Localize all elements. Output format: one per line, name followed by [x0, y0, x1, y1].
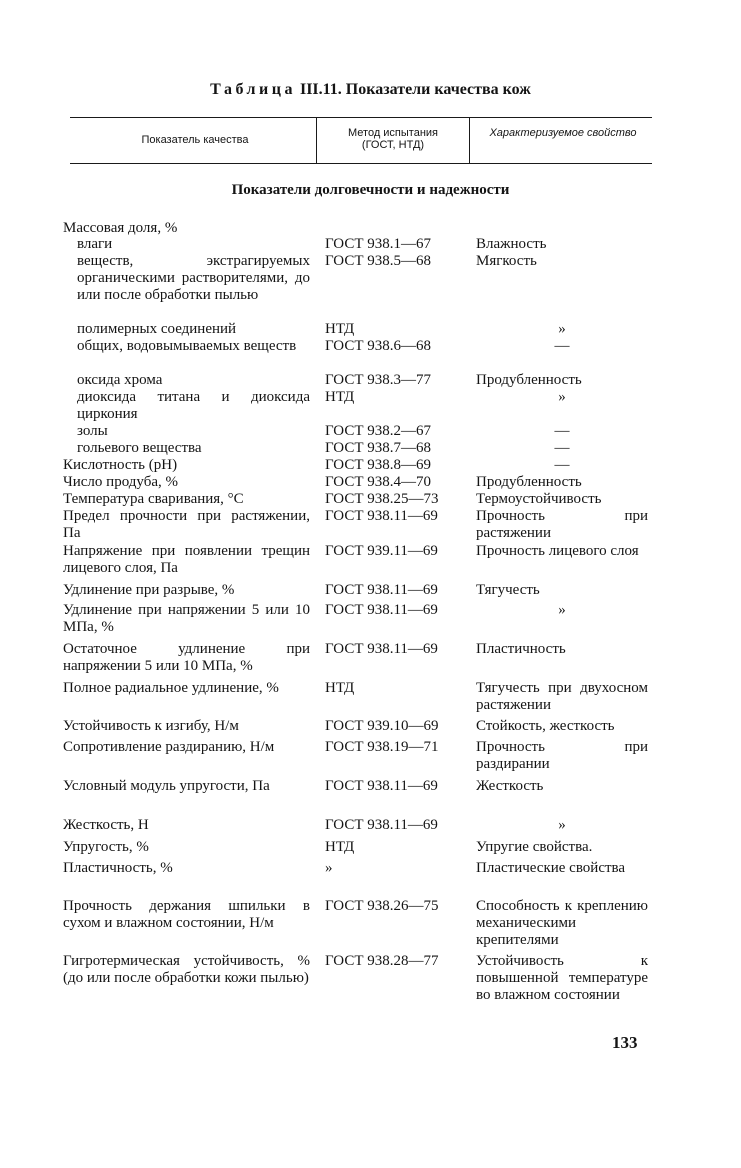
indicator-cell: общих, водовымываемых веществ	[77, 338, 297, 354]
method-cell: ГОСТ 938.11—69	[325, 602, 438, 618]
indicator-cell: Условный модуль упругости, Па	[63, 778, 270, 794]
method-cell: ГОСТ 939.11—69	[325, 543, 438, 559]
indicator-cell: Массовая доля, %	[63, 220, 178, 236]
page-number: 133	[612, 1033, 638, 1052]
property-cell: Мягкость	[476, 253, 537, 269]
property-cell: Стойкость, жесткость	[476, 718, 615, 734]
property-cell: Пластические свойства	[476, 860, 626, 876]
indicator-cell: влаги	[77, 236, 113, 252]
property-cell: Прочность при раздирании	[476, 739, 648, 772]
indicator-cell: Устойчивость к изгибу, Н/м	[63, 718, 239, 734]
indicator-cell: Пластичность, %	[63, 860, 173, 876]
property-cell: »	[558, 817, 566, 833]
method-cell: ГОСТ 938.11—69	[325, 778, 438, 794]
method-cell: ГОСТ 938.25—73	[325, 491, 439, 507]
method-cell: НТД	[325, 321, 355, 337]
method-cell: НТД	[325, 680, 355, 696]
property-cell: —	[554, 457, 570, 473]
indicator-cell: Сопротивление раздиранию, Н/м	[63, 739, 275, 755]
indicator-cell: Полное радиальное удлинение, %	[63, 680, 279, 696]
method-cell: ГОСТ 938.11—69	[325, 641, 438, 657]
property-cell: —	[554, 423, 570, 439]
method-cell: ГОСТ 938.11—69	[325, 817, 438, 833]
indicator-cell: Число продуба, %	[63, 474, 178, 490]
property-cell: Прочность при растяжении	[476, 508, 648, 541]
method-cell: ГОСТ 938.8—69	[325, 457, 431, 473]
method-cell: ГОСТ 938.3—77	[325, 372, 431, 388]
indicator-cell: Остаточное удлинение при напряжении 5 или 10 МПа, %	[63, 641, 310, 674]
property-cell: Влажность	[476, 236, 547, 252]
caption-title: Показатели качества кож	[345, 81, 531, 98]
method-cell: ГОСТ 938.2—67	[325, 423, 431, 439]
method-cell: ГОСТ 938.28—77	[325, 953, 439, 969]
caption-number: III.11.	[299, 81, 342, 98]
method-cell: ГОСТ 938.4—70	[325, 474, 431, 490]
indicator-cell: диоксида титана и диоксида циркония	[77, 389, 310, 422]
property-cell: »	[558, 602, 566, 618]
indicator-cell: гольевого вещества	[77, 440, 202, 456]
method-cell: ГОСТ 939.10—69	[325, 718, 439, 734]
method-cell: НТД	[325, 389, 355, 405]
property-cell: —	[554, 440, 570, 456]
property-cell: Тягучесть при двухосном растяжении	[476, 680, 648, 713]
property-cell: »	[558, 321, 566, 337]
property-cell: Способность к креплению механическими крепителями	[476, 898, 648, 948]
method-cell: ГОСТ 938.1—67	[325, 236, 431, 252]
header-indicator: Показатель качества	[141, 134, 249, 146]
property-cell: »	[558, 389, 566, 405]
caption-label: Таблица	[210, 81, 296, 98]
header-method: Метод испытания (ГОСТ, НТД)	[347, 127, 439, 151]
indicator-cell: Прочность держания шпильки в сухом и влажном состоянии, Н/м	[63, 898, 310, 931]
indicator-cell: золы	[77, 423, 108, 439]
header-property: Характеризуемое свойство	[489, 127, 637, 139]
indicator-cell: Напряжение при появлении трещин лицевого слоя, Па	[63, 543, 310, 576]
indicator-cell: Гигротермическая устойчивость, % (до или после обработки кожи пылью)	[63, 953, 310, 986]
method-cell: ГОСТ 938.6—68	[325, 338, 431, 354]
property-cell: Прочность лицевого слоя	[476, 543, 639, 559]
indicator-cell: полимерных соединений	[77, 321, 237, 337]
indicator-cell: Предел прочности при растяжении, Па	[63, 508, 310, 541]
section-title: Показатели долговечности и надежности	[231, 182, 510, 198]
method-cell: »	[325, 860, 333, 876]
method-cell: ГОСТ 938.11—69	[325, 582, 438, 598]
indicator-cell: Температура сваривания, °С	[63, 491, 244, 507]
indicator-cell: Упругость, %	[63, 839, 149, 855]
property-cell: —	[554, 338, 570, 354]
method-cell: ГОСТ 938.26—75	[325, 898, 439, 914]
property-cell: Пластичность	[476, 641, 566, 657]
method-cell: НТД	[325, 839, 355, 855]
property-cell: Термоустойчивость	[476, 491, 602, 507]
property-cell: Продубленность	[476, 474, 582, 490]
method-cell: ГОСТ 938.7—68	[325, 440, 431, 456]
indicator-cell: Удлинение при разрыве, %	[63, 582, 235, 598]
method-cell: ГОСТ 938.11—69	[325, 508, 438, 524]
indicator-cell: Удлинение при напряжении 5 или 10 МПа, %	[63, 602, 310, 635]
property-cell: Тягучесть	[476, 582, 540, 598]
property-cell: Жесткость	[476, 778, 544, 794]
indicator-cell: веществ, экстрагируемых органическими растворителями, до или после обработки пылью	[77, 253, 310, 303]
property-cell: Продубленность	[476, 372, 582, 388]
method-cell: ГОСТ 938.19—71	[325, 739, 439, 755]
property-cell: Устойчивость к повышенной температуре во влажном состоянии	[476, 953, 648, 1003]
indicator-cell: Кислотность (pH)	[63, 457, 178, 473]
indicator-cell: оксида хрома	[77, 372, 163, 388]
method-cell: ГОСТ 938.5—68	[325, 253, 431, 269]
property-cell: Упругие свойства.	[476, 839, 593, 855]
indicator-cell: Жесткость, Н	[63, 817, 149, 833]
